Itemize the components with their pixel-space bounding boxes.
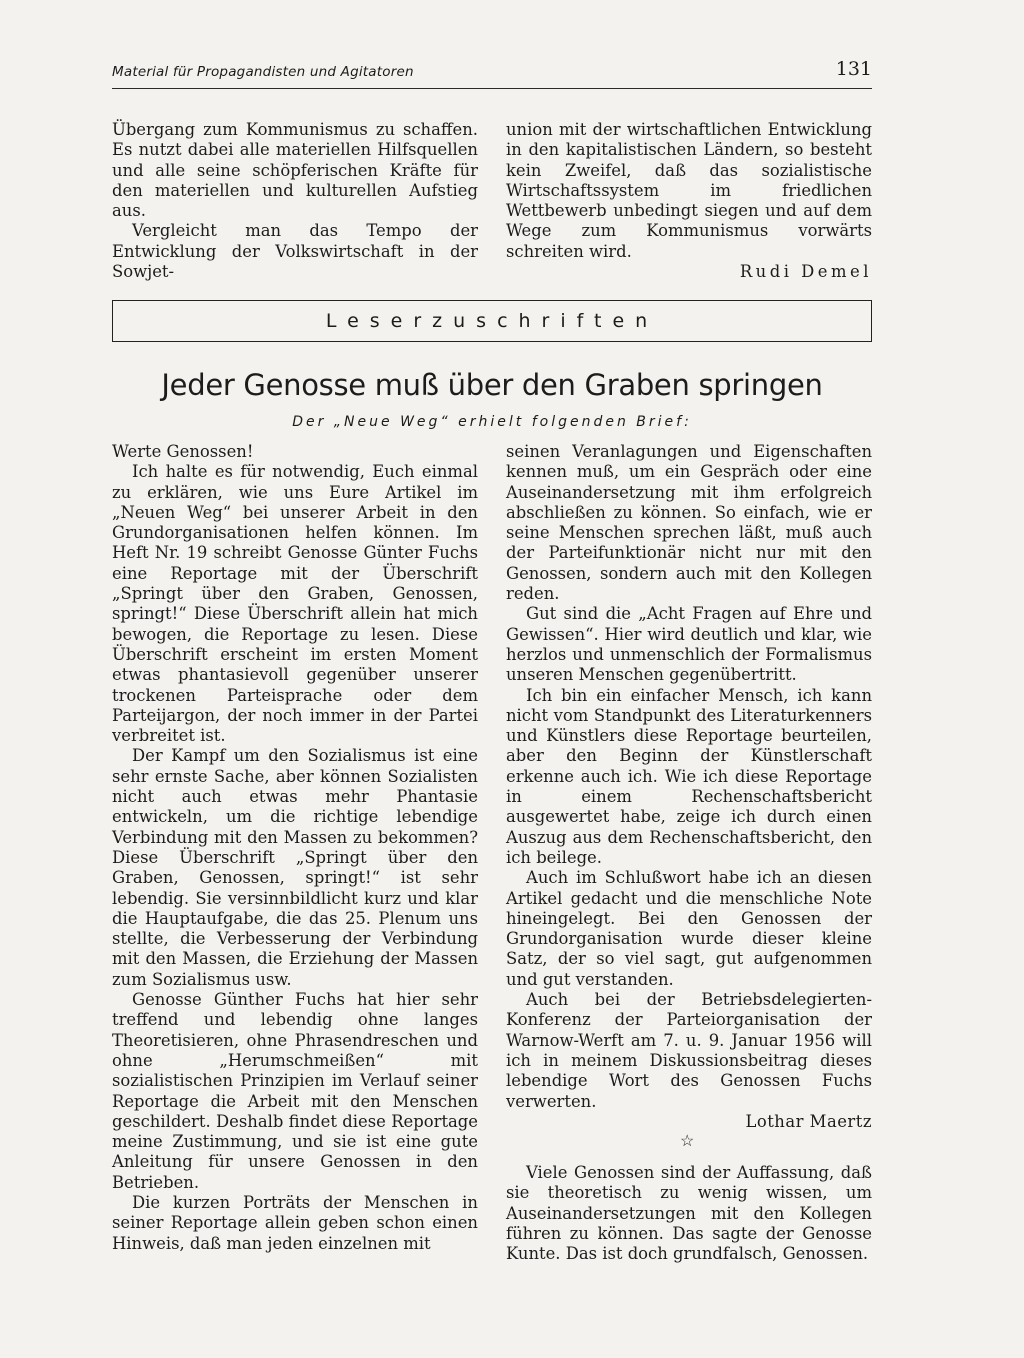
paragraph: Auch bei der Betriebsdelegierten-Konferenz der Parteiorganisation der Warnow-Werft am 7. u. 9. Januar 1956 will ich in meinem Diskussionsbeitrag dieses lebendige Wort des Genossen Fuchs verwerten. — [506, 990, 872, 1111]
running-title: Material für Propagandisten und Agitatoren — [112, 64, 414, 80]
letter-right-column — [506, 442, 872, 1132]
top-article-right-column — [506, 120, 872, 282]
section-title: Leserzuschriften — [325, 310, 659, 332]
author-signature: Lothar Maertz — [745, 1111, 872, 1131]
letter-final-paragraph-column — [506, 1163, 872, 1264]
letter-left-column — [112, 442, 478, 1254]
letter-subhead: Der „Neue Weg“ erhielt folgenden Brief: — [292, 414, 692, 430]
author-signature: Rudi Demel — [739, 262, 872, 282]
paragraph: union mit der wirtschaftlichen Entwicklung in den kapitalistischen Ländern, so besteht kein Zweifel, daß das sozialistische Wirtschaftssystem im friedlichen Wettbewerb unbedingt siegen und auf dem Wege zum Kommunismus vorwärts schreiten wird. — [506, 120, 872, 261]
paragraph: Gut sind die „Acht Fragen auf Ehre und Gewissen“. Hier wird deutlich und klar, wie herzlos und unmenschlich der Formalismus unseren Menschen gegenübertritt. — [506, 604, 872, 685]
paragraph: Viele Genossen sind der Auffassung, daß sie theoretisch zu wenig wissen, um Auseinandersetzungen mit den Kollegen führen zu können. Das sagte der Genosse Kunte. Das ist doch grundfalsch, Genossen. — [506, 1163, 872, 1264]
paragraph: Vergleicht man das Tempo der Entwicklung der Volkswirtschaft in der Sowjet- — [112, 221, 478, 282]
header-rule — [112, 88, 872, 89]
paragraph: Auch im Schlußwort habe ich an diesen Artikel gedacht und die menschliche Note hineingelegt. Bei den Genossen der Grundorganisation wurde dieser kleine Satz, der so viel sagt, gut aufgenommen und gut verstanden. — [506, 868, 872, 989]
paragraph: Ich bin ein einfacher Mensch, ich kann nicht vom Standpunkt des Literaturkenners und Künstlers diese Reportage beurteilen, aber den Beginn der Künstlerschaft erkenne auch ich. Wie ich diese Reportage in einem Rechenschaftsbericht ausgewertet habe, zeige ich durch einen Auszug aus dem Rechenschaftsbericht, den ich beilege. — [506, 685, 872, 867]
paragraph: Genosse Günther Fuchs hat hier sehr treffend und lebendig ohne langes Theoretisieren, ohne Phrasendreschen und ohne „Herumschmeißen“ mit sozialistischen Prinzipien im Verlauf seiner Reportage die Arbeit mit den Menschen geschildert. Deshalb findet diese Reportage meine Zustimmung, und sie ist eine gute Anleitung für unsere Genossen in den Betrieben. — [112, 990, 478, 1192]
paragraph: seinen Veranlagungen und Eigenschaften kennen muß, um ein Gespräch oder eine Auseinandersetzung mit ihm erfolgreich abschließen zu können. So einfach, wie er seine Menschen sprechen läßt, muß auch der Parteifunktionär nicht nur mit den Genossen, sondern auch mit den Kollegen reden. — [506, 442, 872, 604]
paragraph: Ich halte es für notwendig, Euch einmal zu erklären, wie uns Eure Artikel im „Neuen Weg“ bei unserer Arbeit in den Grundorganisationen helfen können. Im Heft Nr. 19 schreibt Genosse Günter Fuchs eine Reportage mit der Überschrift „Springt über den Graben, Genossen, springt!“ Diese Überschrift allein hat mich bewogen, die Reportage zu lesen. Diese Überschrift erscheint im ersten Moment etwas phantasievoll gegenüber unserer trockenen Parteisprache oder dem Parteijargon, der noch immer in der Partei verbreitet ist. — [112, 462, 478, 746]
paragraph: Die kurzen Porträts der Menschen in seiner Reportage allein geben schon einen Hinweis, daß man jeden einzelnen mit — [112, 1192, 478, 1253]
letter-headline: Jeder Genosse muß über den Graben springen — [161, 368, 823, 402]
star-separator-icon: ☆ — [680, 1131, 695, 1150]
paragraph: Übergang zum Kommunismus zu schaffen. Es nutzt dabei alle materiellen Hilfsquellen und alle seine schöpferischen Kräfte für den materiellen und kulturellen Aufstieg aus. — [112, 120, 478, 221]
paragraph: Der Kampf um den Sozialismus ist eine sehr ernste Sache, aber können Sozialisten nicht auch etwas mehr Phantasie entwickeln, um die richtige lebendige Verbindung mit den Massen zu bekommen? Diese Überschrift „Springt über den Graben, Genossen, springt!“ ist sehr lebendig. Sie versinnbildlicht kurz und klar die Hauptaufgabe, die das 25. Plenum uns stellte, die Verbesserung der Verbindung mit den Massen, die Erziehung der Massen zum Sozialismus usw. — [112, 746, 478, 989]
page-number: 131 — [835, 58, 872, 80]
section-heading-box — [112, 300, 872, 342]
top-article-left-column — [112, 120, 478, 282]
salutation: Werte Genossen! — [112, 442, 254, 461]
